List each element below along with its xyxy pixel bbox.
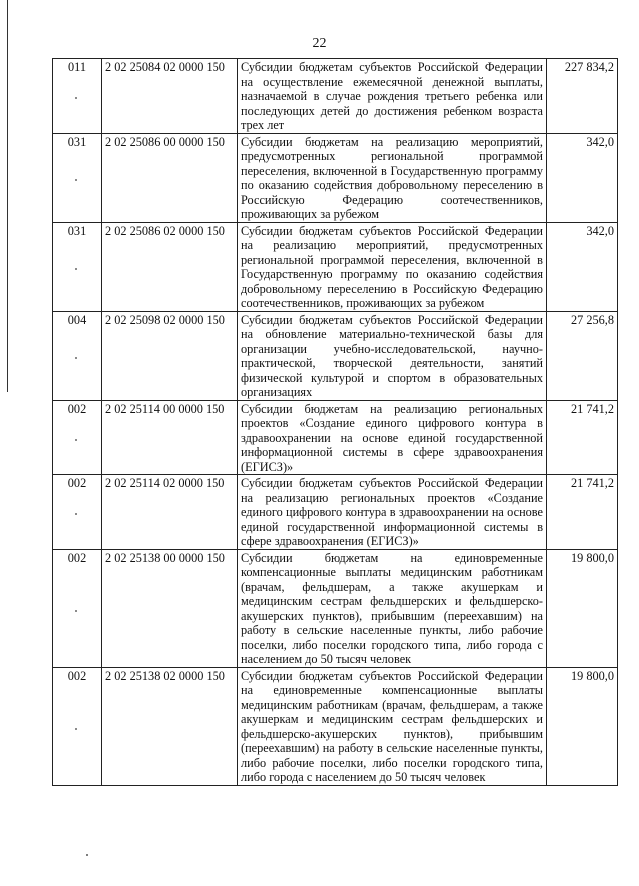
admin-code-cell: 004 — [53, 311, 102, 400]
scan-speck — [75, 439, 77, 441]
amount-cell: 342,0 — [547, 222, 618, 311]
revenue-description-cell: Субсидии бюджетам субъектов Российской Федерации на единовременные компенсационные выплаты медицинским работникам (врачам, фельдшерам, а также акушеркам и медицинским сестрам фельдшерских и фельдшерско-акушерских пунктов), прибывшим (переехавшим) на работу в сельские населенные пункты, либо рабочие поселки, либо поселки городского типа, либо города с населением до 50 тысяч человек — [238, 667, 547, 785]
budget-classification-code-cell: 2 02 25138 00 0000 150 — [102, 549, 238, 667]
budget-classification-code-cell: 2 02 25084 02 0000 150 — [102, 59, 238, 134]
revenue-description-cell: Субсидии бюджетам субъектов Российской Федерации на осуществление ежемесячной денежной выплаты, назначаемой в случае рождения третьего ребенка или последующих детей до достижения ребенком возраста трех лет — [238, 59, 547, 134]
budget-classification-code-cell: 2 02 25114 02 0000 150 — [102, 475, 238, 550]
table-row — [53, 667, 618, 785]
table-row — [53, 400, 618, 475]
revenue-description-cell: Субсидии бюджетам субъектов Российской Федерации на обновление материально-технической базы для организации учебно-исследовательской, научно-практической, творческой деятельности, занятий физической культурой и спортом в образовательных организациях — [238, 311, 547, 400]
admin-code-cell: 002 — [53, 549, 102, 667]
admin-code-cell: 002 — [53, 475, 102, 550]
scan-speck — [75, 610, 77, 612]
budget-classification-code-cell: 2 02 25086 00 0000 150 — [102, 133, 238, 222]
admin-code-cell: 002 — [53, 667, 102, 785]
scan-speck — [75, 179, 77, 181]
amount-cell: 21 741,2 — [547, 400, 618, 475]
revenue-description-cell: Субсидии бюджетам на единовременные компенсационные выплаты медицинским работникам (врачам, фельдшерам, а также акушеркам и медицинским сестрам фельдшерских и фельдшерско-акушерских пунктов), прибывшим (переехавшим) на работу в сельские населенные пункты, либо рабочие поселки, либо поселки городского типа, либо города с населением до 50 тысяч человек — [238, 549, 547, 667]
budget-revenue-table — [52, 58, 618, 786]
revenue-description-cell: Субсидии бюджетам субъектов Российской Федерации на реализацию мероприятий, предусмотренных региональной программой переселения, включенной в Государственную программу по оказанию содействия добровольному переселению в Российскую Федерацию соотечественников, проживающих за рубежом — [238, 222, 547, 311]
scan-speck — [75, 268, 77, 270]
table-row — [53, 59, 618, 134]
table-row — [53, 475, 618, 550]
scan-speck — [75, 728, 77, 730]
admin-code-cell: 011 — [53, 59, 102, 134]
page-number: 22 — [312, 36, 327, 51]
table-row — [53, 133, 618, 222]
table-row — [53, 549, 618, 667]
amount-cell: 227 834,2 — [547, 59, 618, 134]
budget-classification-code-cell: 2 02 25114 00 0000 150 — [102, 400, 238, 475]
table-row — [53, 222, 618, 311]
revenue-description-cell: Субсидии бюджетам на реализацию региональных проектов «Создание единого цифрового контура в здравоохранении на основе единой государственной информационной системы в сфере здравоохранения (ЕГИСЗ)» — [238, 400, 547, 475]
table-body — [53, 59, 618, 786]
admin-code-cell: 031 — [53, 222, 102, 311]
amount-cell: 19 800,0 — [547, 667, 618, 785]
scan-speck — [75, 97, 77, 99]
scan-speck — [75, 357, 77, 359]
revenue-description-cell: Субсидии бюджетам субъектов Российской Федерации на реализацию региональных проектов «Создание единого цифрового контура в здравоохранении на основе единой государственной информационной системы в сфере здравоохранения (ЕГИСЗ)» — [238, 475, 547, 550]
amount-cell: 27 256,8 — [547, 311, 618, 400]
admin-code-cell: 002 — [53, 400, 102, 475]
budget-classification-code-cell: 2 02 25098 02 0000 150 — [102, 311, 238, 400]
amount-cell: 21 741,2 — [547, 475, 618, 550]
admin-code-cell: 031 — [53, 133, 102, 222]
amount-cell: 19 800,0 — [547, 549, 618, 667]
scan-speck — [86, 854, 88, 856]
scan-speck — [75, 513, 77, 515]
table-row — [53, 311, 618, 400]
revenue-description-cell: Субсидии бюджетам на реализацию мероприятий, предусмотренных региональной программой переселения, включенной в Государственную программу по оказанию содействия добровольному переселению в Российскую Федерацию соотечественников, проживающих за рубежом — [238, 133, 547, 222]
budget-classification-code-cell: 2 02 25086 02 0000 150 — [102, 222, 238, 311]
budget-classification-code-cell: 2 02 25138 02 0000 150 — [102, 667, 238, 785]
amount-cell: 342,0 — [547, 133, 618, 222]
scan-margin-line — [7, 0, 8, 392]
